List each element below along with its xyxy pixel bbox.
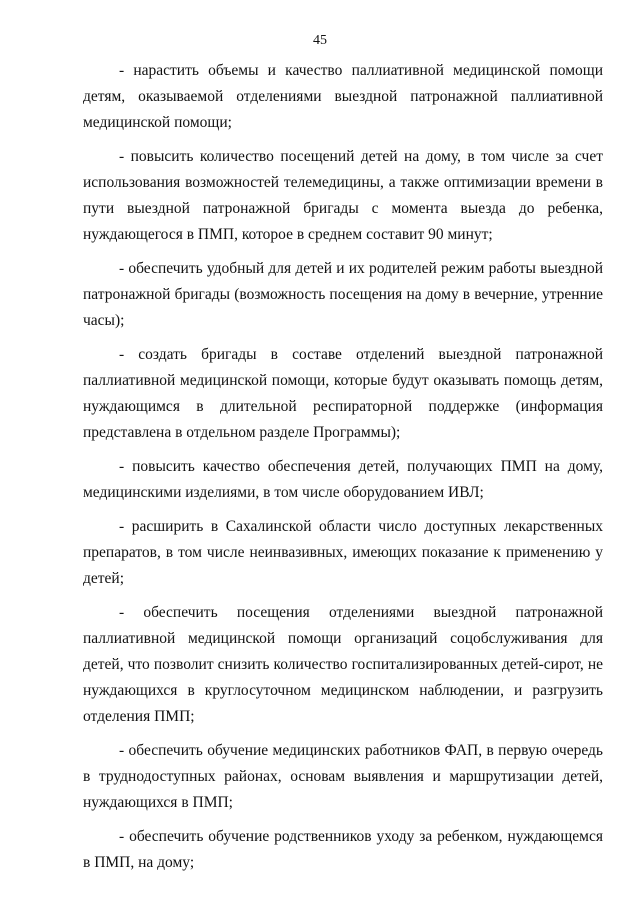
list-item: - обеспечить посещения отделениями выездной патронажной паллиативной медицинской помощи организаций соцобслуживания для детей, что позволит снизить количество госпитализированных детей-сирот, не нуждающихся в круглосуточном медицинском наблюдении, и разгрузить отделения ПМП; [83,604,603,725]
list-item: - обеспечить обучение родственников уходу за ребенком, нуждающемся в ПМП, на дому; [83,828,603,871]
list-item: - повысить количество посещений детей на дому, в том числе за счет использования возможностей телемедицины, а также оптимизации времени в пути выездной патронажной бригады с момента выезда до ребенка, нуждающегося в ПМП, которое в среднем составит 90 минут; [83,148,603,243]
list-item: - обеспечить обучение медицинских работников ФАП, в первую очередь в труднодоступных районах, основам выявления и маршрутизации детей, нуждающихся в ПМП; [83,742,603,811]
list-item: - повысить качество обеспечения детей, получающих ПМП на дому, медицинскими изделиями, в том числе оборудованием ИВЛ; [83,458,603,501]
list-item: - нарастить объемы и качество паллиативной медицинской помощи детям, оказываемой отделениями выездной патронажной паллиативной медицинской помощи; [83,62,603,131]
list-item: - создать бригады в составе отделений выездной патронажной паллиативной медицинской помощи, которые будут оказывать помощь детям, нуждающимся в длительной респираторной поддержке (информация представлена в отдельном разделе Программы); [83,346,603,441]
list-item: - обеспечить удобный для детей и их родителей режим работы выездной патронажной бригады (возможность посещения на дому в вечерние, утренние часы); [83,260,603,329]
page-number: 45 [313,33,327,48]
document-body [83,58,603,884]
list-item: - расширить в Сахалинской области число доступных лекарственных препаратов, в том числе неинвазивных, имеющих показание к применению у детей; [83,518,603,587]
